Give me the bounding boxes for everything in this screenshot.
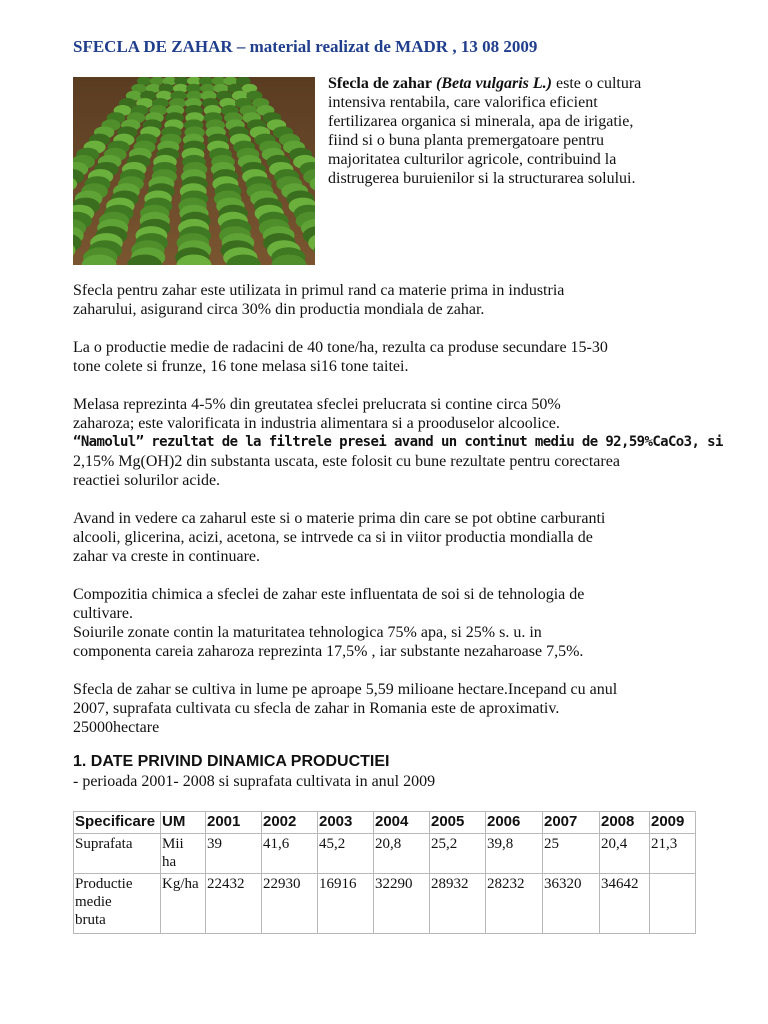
- table-header-cell: 2006: [486, 812, 543, 834]
- table-header-cell: 2004: [374, 812, 430, 834]
- intro-line: intensiva rentabila, care valorifica eficient: [328, 94, 598, 111]
- paragraph-line: La o productie medie de radacini de 40 tone/ha, rezulta ca produse secundare 15-30: [73, 339, 608, 356]
- table-cell: 21,3: [650, 834, 696, 874]
- table-header-cell: 2007: [543, 812, 600, 834]
- label-line: bruta: [75, 912, 106, 928]
- table-cell: 28932: [430, 874, 486, 934]
- paragraph-line: 2,15% Mg(OH)2 din substanta uscata, este folosit cu bune rezultate pentru corectarea: [73, 453, 620, 470]
- table-cell: 34642: [600, 874, 650, 934]
- table-cell: 22432: [206, 874, 262, 934]
- intro-line: majoritatea culturilor agricole, contribuind la: [328, 151, 617, 168]
- paragraph-line: cultivare.: [73, 605, 133, 622]
- table-header-cell: Specificare: [74, 812, 161, 834]
- table-cell: [650, 874, 696, 934]
- paragraph-line: Compozitia chimica a sfeclei de zahar este influentata de soi si de tehnologia de: [73, 586, 585, 603]
- paragraph-line: Sfecla pentru zahar este utilizata in primul rand ca materie prima in industria: [73, 282, 565, 299]
- table-row: [74, 874, 696, 934]
- unit-line: Mii: [162, 836, 184, 852]
- table-cell: 45,2: [318, 834, 374, 874]
- intro-line: distrugerea buruienilor si la structurarea solului.: [328, 170, 636, 187]
- paragraph-line: tone colete si frunze, 16 tone melasa si16 tone taitei.: [73, 358, 409, 375]
- paragraph-composition: [73, 585, 713, 661]
- paragraph-line: zaharoza; este valorificata in industria alimentara si a prooduselor alcoolice.: [73, 415, 560, 432]
- table-row-label: [74, 874, 161, 934]
- table-header-row: [74, 812, 696, 834]
- paragraph-production: [73, 338, 713, 376]
- paragraph-line: Melasa reprezinta 4-5% din greutatea sfeclei prelucrata si contine circa 50%: [73, 396, 561, 413]
- table-cell: 32290: [374, 874, 430, 934]
- table-header-cell: 2001: [206, 812, 262, 834]
- label-line: medie: [75, 894, 112, 910]
- paragraph-area: [73, 680, 713, 737]
- paragraph-line: componenta careia zaharoza reprezinta 17,5% , iar substante nezaharoase 7,5%.: [73, 643, 584, 660]
- table-cell: 16916: [318, 874, 374, 934]
- table-header-cell: 2008: [600, 812, 650, 834]
- table-row-label: Suprafata: [74, 834, 161, 874]
- paragraph-line: 2007, suprafata cultivata cu sfecla de zahar in Romania este de aproximativ.: [73, 700, 560, 717]
- table-header-cell: UM: [161, 812, 206, 834]
- intro-plant-name: Sfecla de zahar: [328, 75, 432, 92]
- paragraph-molasses: [73, 395, 723, 490]
- table-header-cell: 2002: [262, 812, 318, 834]
- table-cell: 39: [206, 834, 262, 874]
- intro-latin-name: (Beta vulgaris L.): [435, 75, 552, 92]
- paragraph-line: zaharului, asigurand circa 30% din productia mondiala de zahar.: [73, 301, 485, 318]
- label-line: Productie: [75, 876, 133, 892]
- paragraph-fuels: [73, 509, 713, 566]
- paragraph-line: reactiei solurilor acide.: [73, 472, 221, 489]
- table-cell: 36320: [543, 874, 600, 934]
- unit-line: ha: [162, 854, 177, 870]
- paragraph-usage: [73, 281, 713, 319]
- paragraph-bold-line: “Namolul” rezultat de la filtrele presei avand un continut mediu de 92,59%CaCo3, si: [73, 434, 723, 450]
- table-unit-cell: Kg/ha: [161, 874, 206, 934]
- table-header-cell: 2003: [318, 812, 374, 834]
- paragraph-line: zahar va creste in continuare.: [73, 548, 261, 565]
- table-cell: 20,8: [374, 834, 430, 874]
- intro-line: este o cultura: [555, 75, 642, 92]
- table-header-cell: 2005: [430, 812, 486, 834]
- table-row: [74, 834, 696, 874]
- table-cell: 22930: [262, 874, 318, 934]
- section-subtitle: - perioada 2001- 2008 si suprafata cultivata in anul 2009: [73, 773, 436, 790]
- table-cell: 20,4: [600, 834, 650, 874]
- section-heading: 1. DATE PRIVIND DINAMICA PRODUCTIEI: [73, 753, 390, 770]
- paragraph-line: Avand in vedere ca zaharul este si o materie prima din care se pot obtine carburanti: [73, 510, 606, 527]
- intro-line: fiind si o buna planta premergatoare pentru: [328, 132, 605, 149]
- intro-line: fertilizarea organica si minerala, apa de irigatie,: [328, 113, 634, 130]
- table-cell: 39,8: [486, 834, 543, 874]
- table-cell: 25,2: [430, 834, 486, 874]
- paragraph-line: Soiurile zonate contin la maturitatea tehnologica 75% apa, si 25% s. u. in: [73, 624, 542, 641]
- document-title: SFECLA DE ZAHAR – material realizat de MADR , 13 08 2009: [73, 37, 538, 56]
- table-cell: 28232: [486, 874, 543, 934]
- table-header-cell: 2009: [650, 812, 696, 834]
- field-rows-illustration: [73, 77, 315, 265]
- sugar-beet-field-photo: [73, 77, 315, 265]
- table-cell: 25: [543, 834, 600, 874]
- production-table: [73, 811, 696, 934]
- paragraph-line: 25000hectare: [73, 719, 160, 736]
- table-unit-cell: [161, 834, 206, 874]
- intro-paragraph: [328, 74, 723, 188]
- paragraph-line: Sfecla de zahar se cultiva in lume pe aproape 5,59 milioane hectare.Incepand cu anul: [73, 681, 618, 698]
- table-cell: 41,6: [262, 834, 318, 874]
- paragraph-line: alcooli, glicerina, acizi, acetona, se intrvede ca si in viitor productia mondialla de: [73, 529, 593, 546]
